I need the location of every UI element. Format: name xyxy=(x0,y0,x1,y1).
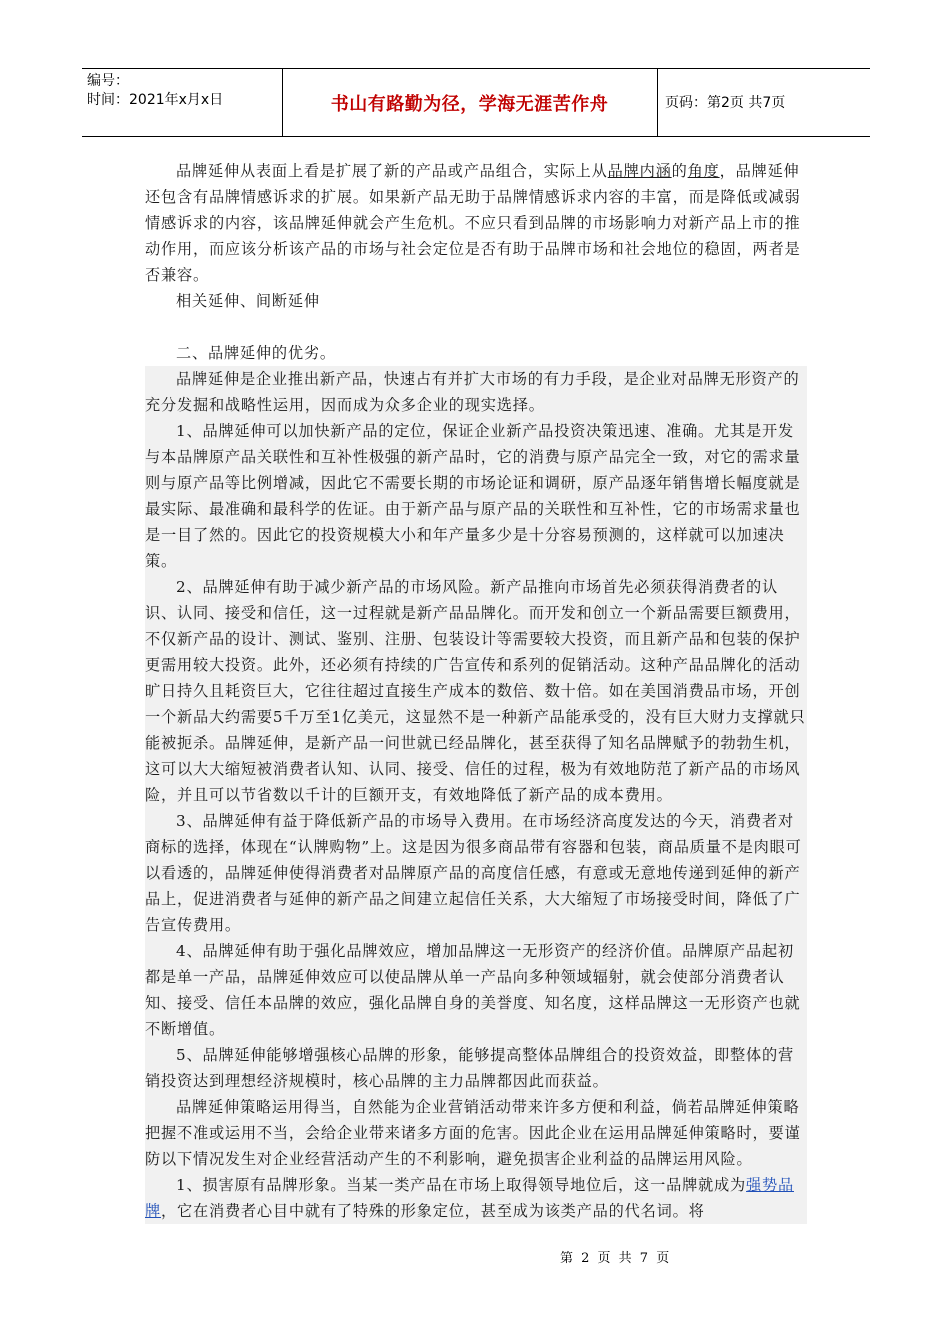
paragraph: 3、品牌延伸有益于降低新产品的市场导入费用。在市场经济高度发达的今天，消费者对商标的选择，体现在“认牌购物”上。这是因为很多商品带有容器和包装，商品质量不是肉眼可以看透的，品牌延伸使得消费者对品牌原产品的高度信任感，有意或无意地传递到延伸的新产品上，促进消费者与延伸的新产品之间建立起信任关系，大大缩短了市场接受时间，降低了广告宣传费用。 xyxy=(145,808,807,938)
brand-connotation-link[interactable]: 品牌内涵 xyxy=(607,162,672,180)
header-divider-right xyxy=(657,68,658,136)
paragraph: 2、品牌延伸有助于减少新产品的市场风险。新产品推向市场首先必须获得消费者的认识、认同、接受和信任，这一过程就是新产品品牌化。而开发和创立一个新品需要巨额费用，不仅新产品的设计、测试、鉴别、注册、包装设计等需要较大投资，而且新产品和包装的保护更需用较大投资。此外，还必须有持续的广告宣传和系列的促销活动。这种产品品牌化的活动旷日持久且耗资巨大，它往往超过直接生产成本的数倍、数十倍。如在美国消费品市场，开创一个新品大约需要5千万至1亿美元，这显然不是一种新产品能承受的，没有巨大财力支撑就只能被扼杀。品牌延伸，是新产品一问世就已经品牌化，甚至获得了知名品牌赋予的勃勃生机，这可以大大缩短被消费者认知、认同、接受、信任的过程，极为有效地防范了新产品的市场风险，并且可以节省数以千计的巨额开支，有效地降低了新产品的成本费用。 xyxy=(145,574,807,808)
header-top-rule xyxy=(82,68,870,69)
strong-brand-link[interactable]: 强势品牌 xyxy=(145,1176,794,1220)
document-date-label: 时间：2021年x月x日 xyxy=(87,92,224,108)
section-heading: 二、品牌延伸的优劣。 xyxy=(176,344,336,362)
header-meta xyxy=(87,72,223,110)
document-body xyxy=(145,158,807,1224)
footer-page-number: 第 2 页 共 7 页 xyxy=(560,1251,672,1266)
paragraph: 品牌延伸从表面上看是扩展了新的产品或产品组合，实际上从品牌内涵的角度，品牌延伸还包含有品牌情感诉求的扩展。如果新产品无助于品牌情感诉求内容的丰富，而是降低或减弱情感诉求的内容，该品牌延伸就会产生危机。不应只看到品牌的市场影响力对新产品上市的推动作用，而应该分析该产品的市场与社会定位是否有助于品牌市场和社会地位的稳固，两者是否兼容。 xyxy=(145,162,801,284)
header-bottom-rule xyxy=(82,136,870,137)
paragraph: 5、品牌延伸能够增强核心品牌的形象，能够提高整体品牌组合的投资效益，即整体的营销投资达到理想经济规模时，核心品牌的主力品牌都因此而获益。 xyxy=(145,1042,807,1094)
header-page-number: 页码：第2页 共7页 xyxy=(665,95,786,111)
document-number-label: 编号： xyxy=(87,73,129,89)
angle-link[interactable]: 角度 xyxy=(687,162,720,180)
paragraph: 1、品牌延伸可以加快新产品的定位，保证企业新产品投资决策迅速、准确。尤其是开发与本品牌原产品关联性和互补性极强的新产品时，它的消费与原产品完全一致，对它的需求量则与原产品等比例增减，因此它不需要长期的市场论证和调研，原产品逐年销售增长幅度就是最实际、最准确和最科学的佐证。由于新产品与原产品的关联性和互补性，它的市场需求量也是一目了然的。因此它的投资规模大小和年产量多少是十分容易预测的，这样就可以加速决策。 xyxy=(145,418,807,574)
paragraph: 相关延伸、间断延伸 xyxy=(176,292,320,310)
paragraph: 品牌延伸策略运用得当，自然能为企业营销活动带来许多方便和利益，倘若品牌延伸策略把握不准或运用不当，会给企业带来诸多方面的危害。因此企业在运用品牌延伸策略时，要谨防以下情况发生对企业经营活动产生的不利影响，避免损害企业利益的品牌运用风险。 xyxy=(145,1094,807,1172)
header-motto: 书山有路勤为径，学海无涯苦作舟 xyxy=(330,94,609,115)
paragraph: 1、损害原有品牌形象。当某一类产品在市场上取得领导地位后，这一品牌就成为强势品牌，它在消费者心目中就有了特殊的形象定位，甚至成为该类产品的代名词。将 xyxy=(145,1172,807,1224)
blank-line xyxy=(145,314,807,340)
paragraph: 品牌延伸是企业推出新产品，快速占有并扩大市场的有力手段，是企业对品牌无形资产的充分发掘和战略性运用，因而成为众多企业的现实选择。 xyxy=(145,366,807,418)
paragraph: 4、品牌延伸有助于强化品牌效应，增加品牌这一无形资产的经济价值。品牌原产品起初都是单一产品，品牌延伸效应可以使品牌从单一产品向多种领域辐射，就会使部分消费者认知、接受、信任本品牌的效应，强化品牌自身的美誉度、知名度，这样品牌这一无形资产也就不断增值。 xyxy=(145,938,807,1042)
